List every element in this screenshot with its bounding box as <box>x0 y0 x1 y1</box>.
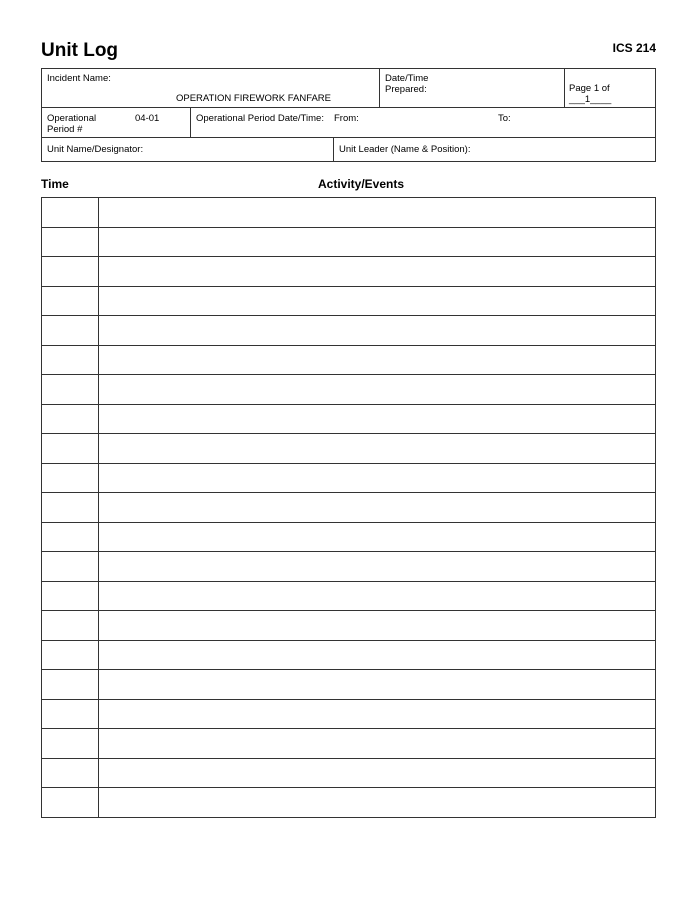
activity-column-header: Activity/Events <box>318 177 405 191</box>
activity-cell[interactable] <box>99 493 656 523</box>
activity-cell[interactable] <box>99 286 656 316</box>
activity-cell[interactable] <box>99 198 656 228</box>
activity-cell[interactable] <box>99 257 656 287</box>
activity-cell[interactable] <box>99 699 656 729</box>
table-row <box>42 286 656 316</box>
time-cell[interactable] <box>42 286 99 316</box>
activity-cell[interactable] <box>99 670 656 700</box>
table-row <box>42 198 656 228</box>
operational-period-field[interactable] <box>41 107 191 138</box>
table-row <box>42 316 656 346</box>
table-row <box>42 729 656 759</box>
op-period-datetime-field[interactable] <box>190 107 656 138</box>
time-column-header: Time <box>41 177 69 191</box>
time-cell[interactable] <box>42 404 99 434</box>
time-cell[interactable] <box>42 463 99 493</box>
time-cell[interactable] <box>42 493 99 523</box>
op-period-value: 04-01 <box>135 113 160 124</box>
date-time-prepared-label-2: Prepared: <box>385 84 427 95</box>
page-total: ___1____ <box>569 94 612 105</box>
time-cell[interactable] <box>42 640 99 670</box>
time-cell[interactable] <box>42 316 99 346</box>
table-row <box>42 552 656 582</box>
page-number-field[interactable] <box>564 68 656 108</box>
activity-cell[interactable] <box>99 611 656 641</box>
table-row <box>42 345 656 375</box>
activity-cell[interactable] <box>99 463 656 493</box>
unit-name-field[interactable] <box>41 137 334 162</box>
activity-cell[interactable] <box>99 522 656 552</box>
time-cell[interactable] <box>42 552 99 582</box>
activity-cell[interactable] <box>99 581 656 611</box>
table-row <box>42 611 656 641</box>
from-label: From: <box>334 113 359 124</box>
table-row <box>42 434 656 464</box>
time-cell[interactable] <box>42 581 99 611</box>
table-row <box>42 670 656 700</box>
date-time-prepared-label-1: Date/Time <box>385 73 429 84</box>
time-cell[interactable] <box>42 611 99 641</box>
time-cell[interactable] <box>42 345 99 375</box>
activity-cell[interactable] <box>99 375 656 405</box>
activity-cell[interactable] <box>99 552 656 582</box>
table-row <box>42 375 656 405</box>
table-row <box>42 699 656 729</box>
time-cell[interactable] <box>42 257 99 287</box>
op-period-label-2: Period # <box>47 124 83 135</box>
unit-leader-label: Unit Leader (Name & Position): <box>339 144 471 155</box>
activity-cell[interactable] <box>99 404 656 434</box>
op-period-label-1: Operational <box>47 113 97 124</box>
time-cell[interactable] <box>42 670 99 700</box>
table-row <box>42 581 656 611</box>
activity-cell[interactable] <box>99 640 656 670</box>
table-row <box>42 227 656 257</box>
table-row <box>42 257 656 287</box>
table-row <box>42 788 656 818</box>
unit-leader-field[interactable] <box>333 137 656 162</box>
time-cell[interactable] <box>42 434 99 464</box>
activity-cell[interactable] <box>99 788 656 818</box>
activity-cell[interactable] <box>99 434 656 464</box>
page-title: Unit Log <box>41 40 119 61</box>
to-label: To: <box>498 113 511 124</box>
table-row <box>42 640 656 670</box>
time-cell[interactable] <box>42 758 99 788</box>
time-cell[interactable] <box>42 375 99 405</box>
table-row <box>42 404 656 434</box>
activity-cell[interactable] <box>99 758 656 788</box>
time-cell[interactable] <box>42 198 99 228</box>
activity-cell[interactable] <box>99 729 656 759</box>
incident-name-value: OPERATION FIREWORK FANFARE <box>176 93 332 104</box>
activity-cell[interactable] <box>99 227 656 257</box>
op-period-datetime-label: Operational Period Date/Time: <box>196 113 324 124</box>
page-label: Page 1 of <box>569 83 610 94</box>
incident-name-field[interactable] <box>41 68 380 108</box>
unit-name-label: Unit Name/Designator: <box>47 144 144 155</box>
table-row <box>42 493 656 523</box>
time-cell[interactable] <box>42 522 99 552</box>
table-row <box>42 463 656 493</box>
activity-log-table <box>41 197 656 818</box>
activity-cell[interactable] <box>99 316 656 346</box>
incident-name-label: Incident Name: <box>47 73 111 84</box>
form-id: ICS 214 <box>612 41 656 55</box>
time-cell[interactable] <box>42 227 99 257</box>
time-cell[interactable] <box>42 788 99 818</box>
table-row <box>42 758 656 788</box>
table-row <box>42 522 656 552</box>
date-time-prepared-field[interactable] <box>379 68 565 108</box>
activity-cell[interactable] <box>99 345 656 375</box>
time-cell[interactable] <box>42 699 99 729</box>
time-cell[interactable] <box>42 729 99 759</box>
